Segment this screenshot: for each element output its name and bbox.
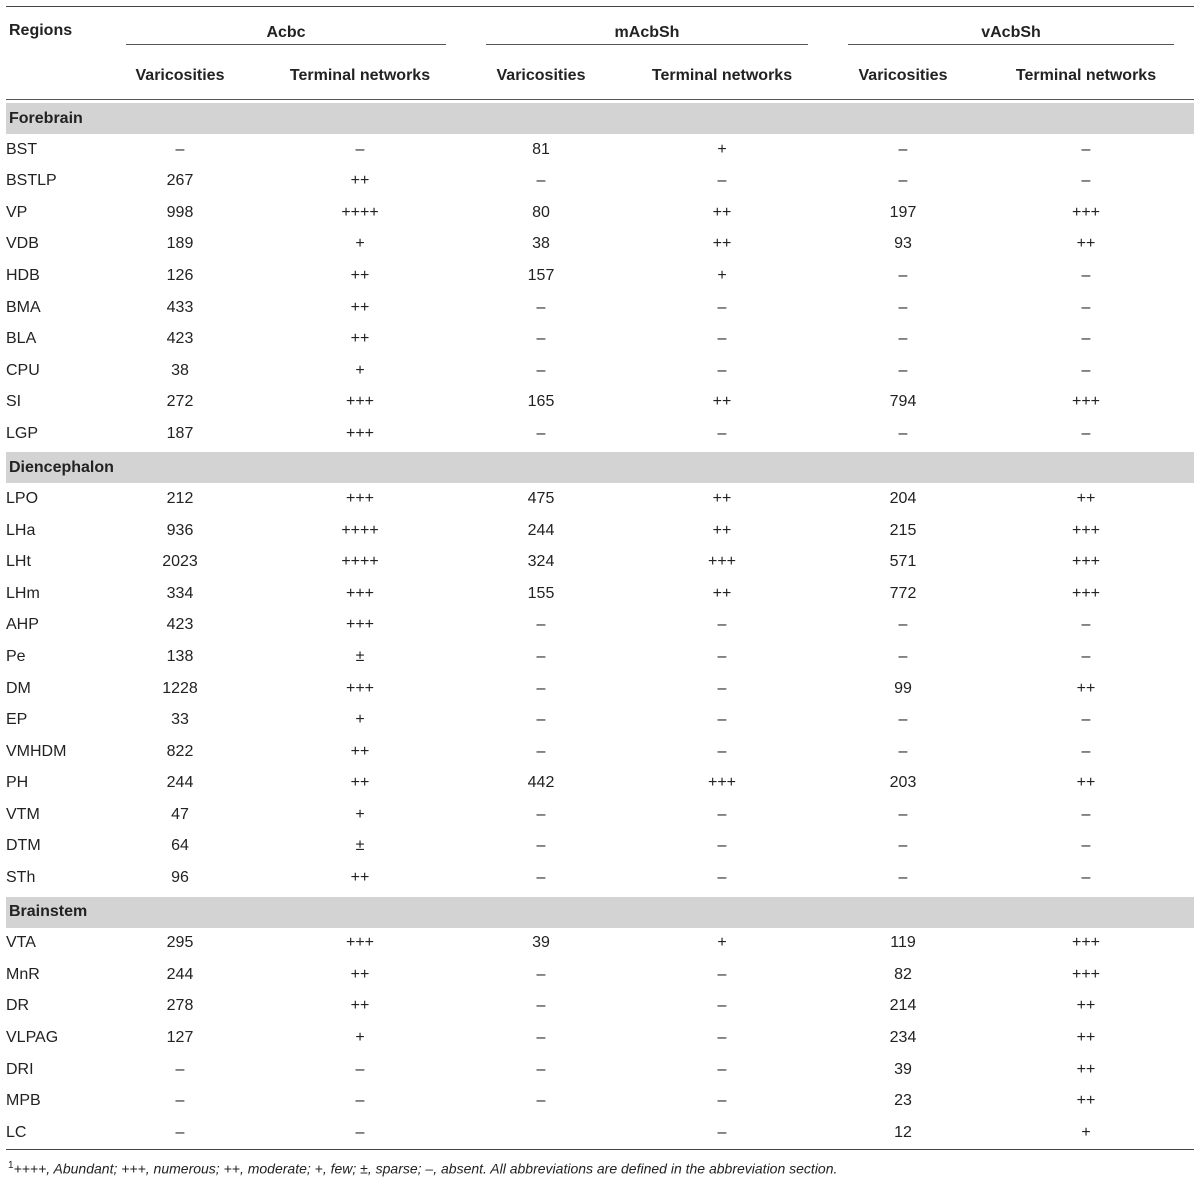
varicosities-cell: – [175,1123,185,1141]
terminal-networks-cell: ++ [350,330,370,348]
table-row [6,134,1194,166]
region-name-cell: VDB [6,235,39,253]
table-row [6,704,1194,736]
table-row [6,991,1194,1023]
terminal-networks-cell: – [717,172,727,190]
subheader-varicosities: Varicosities [858,67,948,84]
region-name-cell: STh [6,868,36,886]
varicosities-cell: 155 [527,584,555,602]
varicosities-cell: 80 [532,203,550,221]
region-name-cell: MPB [6,1092,41,1110]
terminal-networks-cell: ++ [350,266,370,284]
terminal-networks-cell: – [1081,266,1091,284]
subheader-varicosities: Varicosities [496,67,586,84]
region-name-cell: BST [6,140,38,158]
varicosities-cell: 772 [889,584,917,602]
regions-header: Regions [9,22,73,39]
varicosities-cell: – [536,647,546,665]
varicosities-cell: – [536,711,546,729]
region-name-cell: VLPAG [6,1028,59,1046]
varicosities-cell: – [536,361,546,379]
terminal-networks-cell: ++ [712,235,732,253]
varicosities-cell: 203 [889,774,917,792]
varicosities-cell: 244 [166,774,194,792]
varicosities-cell: 324 [527,553,555,571]
varicosities-cell: 204 [889,490,917,508]
terminal-networks-cell: +++ [1071,203,1101,221]
subheader-terminal-networks: Terminal networks [1015,67,1157,84]
terminal-networks-cell: – [717,361,727,379]
terminal-networks-cell: +++ [345,490,375,508]
table-row [6,1117,1194,1149]
varicosities-cell: 1228 [162,679,198,697]
terminal-networks-cell: ++ [350,868,370,886]
varicosities-cell: – [175,1060,185,1078]
terminal-networks-cell: +++ [707,553,737,571]
table-row [6,830,1194,862]
terminal-networks-cell: + [355,805,365,823]
terminal-networks-cell: – [1081,330,1091,348]
table-row [6,323,1194,355]
terminal-networks-cell: ++ [712,203,732,221]
table-row [6,260,1194,292]
varicosities-cell: – [536,424,546,442]
terminal-networks-cell: +++ [345,393,375,411]
varicosities-cell: – [536,1060,546,1078]
region-name-cell: SI [6,393,22,411]
terminal-networks-cell: – [1081,424,1091,442]
group-header-acbc: Acbc [106,6,466,54]
varicosities-cell: – [175,140,185,158]
varicosities-cell: – [536,805,546,823]
varicosities-cell: 423 [166,616,194,634]
terminal-networks-cell: – [355,1092,365,1110]
region-name-cell: LPO [6,490,39,508]
data-table [6,6,1194,1148]
varicosities-cell: – [536,837,546,855]
section-title: Forebrain [6,103,1194,134]
varicosities-cell: – [898,837,908,855]
terminal-networks-cell: ++ [1076,235,1096,253]
varicosities-cell: 96 [171,868,189,886]
terminal-networks-cell: + [355,235,365,253]
terminal-networks-cell: + [717,140,727,158]
subheader-terminal-networks: Terminal networks [289,67,431,84]
varicosities-cell: 267 [166,172,194,190]
terminal-networks-cell: +++ [1071,553,1101,571]
terminal-networks-cell: – [717,647,727,665]
terminal-networks-cell: – [717,965,727,983]
region-name-cell: LGP [6,424,39,442]
terminal-networks-cell: – [717,805,727,823]
terminal-networks-cell: – [355,1123,365,1141]
varicosities-cell: – [175,1092,185,1110]
terminal-networks-cell: + [355,1028,365,1046]
terminal-networks-cell: ++ [712,584,732,602]
varicosities-cell: 187 [166,424,194,442]
varicosities-cell: – [536,679,546,697]
region-name-cell: VTA [6,934,36,952]
varicosities-cell: – [536,330,546,348]
terminal-networks-cell: ++ [350,774,370,792]
varicosities-cell: 423 [166,330,194,348]
terminal-networks-cell: ++++ [341,203,379,221]
varicosities-cell: 998 [166,203,194,221]
terminal-networks-cell: – [717,679,727,697]
varicosities-cell: 214 [889,997,917,1015]
varicosities-cell: – [536,298,546,316]
terminal-networks-cell: +++ [1071,521,1101,539]
terminal-networks-cell: – [1081,837,1091,855]
terminal-networks-cell: ++ [350,172,370,190]
terminal-networks-cell: ++ [712,490,732,508]
group-header-macbsh: mAcbSh [466,6,828,54]
varicosities-cell: 295 [166,934,194,952]
terminal-networks-cell: ++ [350,997,370,1015]
region-name-cell: BLA [6,330,37,348]
group-header-vacbsh: vAcbSh [828,6,1194,54]
region-name-cell: CPU [6,361,40,379]
varicosities-cell: 936 [166,521,194,539]
varicosities-cell: 244 [166,965,194,983]
terminal-networks-cell: ++ [350,742,370,760]
terminal-networks-cell: ++ [712,393,732,411]
varicosities-cell: 244 [527,521,555,539]
varicosities-cell: – [536,616,546,634]
table-row [6,799,1194,831]
table-row [6,229,1194,261]
terminal-networks-cell: +++ [1071,965,1101,983]
terminal-networks-cell: ++ [1076,1060,1096,1078]
varicosities-cell: – [898,172,908,190]
terminal-networks-cell: + [1081,1123,1091,1141]
varicosities-cell: – [536,742,546,760]
terminal-networks-cell: – [1081,647,1091,665]
table-row [6,767,1194,799]
varicosities-cell: – [536,1028,546,1046]
terminal-networks-cell: – [355,1060,365,1078]
terminal-networks-cell: – [717,1060,727,1078]
varicosities-cell: 442 [527,774,555,792]
varicosities-cell: 81 [532,140,550,158]
varicosities-cell: – [898,140,908,158]
terminal-networks-cell: +++ [707,774,737,792]
terminal-networks-cell: + [355,711,365,729]
varicosities-cell: 39 [532,934,550,952]
terminal-networks-cell: – [717,837,727,855]
varicosities-cell: 64 [171,837,189,855]
varicosities-cell: 571 [889,553,917,571]
region-name-cell: HDB [6,266,40,284]
terminal-networks-cell: – [1081,616,1091,634]
varicosities-cell: – [536,965,546,983]
terminal-networks-cell: ± [355,647,365,665]
table-row [6,166,1194,198]
varicosities-cell: 234 [889,1028,917,1046]
varicosities-cell: 127 [166,1028,194,1046]
varicosities-cell: – [898,647,908,665]
terminal-networks-cell: ++++ [341,553,379,571]
terminal-networks-cell: ++ [1076,774,1096,792]
varicosities-cell: 215 [889,521,917,539]
region-name-cell: PH [6,774,29,792]
terminal-networks-cell: – [717,742,727,760]
footnote-marker: 1 [8,1160,14,1171]
varicosities-cell: – [536,997,546,1015]
varicosities-cell: 794 [889,393,917,411]
terminal-networks-cell: – [1081,805,1091,823]
section-title: Brainstem [6,897,1194,928]
varicosities-cell: – [536,172,546,190]
terminal-networks-cell: +++ [1071,934,1101,952]
varicosities-cell: 99 [894,679,912,697]
table-row [6,959,1194,991]
section-header-row [6,452,1194,483]
terminal-networks-cell: – [717,616,727,634]
varicosities-cell: – [536,868,546,886]
table-row [6,197,1194,229]
region-name-cell: LHa [6,521,36,539]
table-row [6,578,1194,610]
varicosities-cell: 47 [171,805,189,823]
table-row [6,928,1194,960]
terminal-networks-cell: + [355,361,365,379]
varicosities-cell: 197 [889,203,917,221]
table-row [6,641,1194,673]
table-row [6,515,1194,547]
varicosities-cell: 23 [894,1092,912,1110]
terminal-networks-cell: + [717,266,727,284]
terminal-networks-cell: – [717,330,727,348]
terminal-networks-cell: – [1081,298,1091,316]
terminal-networks-cell: ++ [1076,1028,1096,1046]
region-name-cell: BSTLP [6,172,57,190]
region-name-cell: LC [6,1123,27,1141]
region-name-cell: DTM [6,837,41,855]
terminal-networks-cell: ++ [1076,997,1096,1015]
varicosities-cell: – [898,330,908,348]
varicosities-cell: 334 [166,584,194,602]
varicosities-cell: 189 [166,235,194,253]
region-name-cell: VP [6,203,28,221]
table-bottom-rule [6,1149,1194,1150]
varicosities-cell: 165 [527,393,555,411]
table-row [6,547,1194,579]
section-title: Diencephalon [6,452,1194,483]
varicosities-cell: 39 [894,1060,912,1078]
table-row [6,736,1194,768]
terminal-networks-cell: +++ [345,584,375,602]
table-row [6,1022,1194,1054]
varicosities-cell: 138 [166,647,194,665]
footnote-text: ++++, Abundant; +++, numerous; ++, moderate; +, few; ±, sparse; –, absent. All abbreviations are defined in the abbreviation section. [13,1160,838,1177]
terminal-networks-cell: – [1081,868,1091,886]
varicosities-cell: – [898,266,908,284]
terminal-networks-cell: ++ [1076,490,1096,508]
varicosities-cell: 12 [894,1123,912,1141]
varicosities-cell: – [898,361,908,379]
terminal-networks-cell: – [717,997,727,1015]
terminal-networks-cell: – [1081,172,1091,190]
region-name-cell: VMHDM [6,742,67,760]
section-header-row [6,103,1194,134]
terminal-networks-cell: – [355,140,365,158]
region-name-cell: DR [6,997,30,1015]
terminal-networks-cell: ++++ [341,521,379,539]
terminal-networks-cell: – [717,1092,727,1110]
varicosities-cell: 278 [166,997,194,1015]
terminal-networks-cell: – [717,1028,727,1046]
terminal-networks-cell: – [717,1123,727,1141]
varicosities-cell: 82 [894,965,912,983]
terminal-networks-cell: +++ [345,616,375,634]
subheader-varicosities: Varicosities [135,67,225,84]
varicosities-cell: 272 [166,393,194,411]
terminal-networks-cell: ++ [712,521,732,539]
terminal-networks-cell: ± [355,837,365,855]
varicosities-cell: – [898,424,908,442]
region-name-cell: BMA [6,298,41,316]
terminal-networks-cell: +++ [1071,584,1101,602]
varicosities-cell: – [898,868,908,886]
varicosities-cell: 33 [171,711,189,729]
varicosities-cell: – [898,616,908,634]
varicosities-cell: – [536,1092,546,1110]
varicosities-cell [466,1117,616,1149]
varicosities-cell: 433 [166,298,194,316]
terminal-networks-cell: ++ [350,965,370,983]
terminal-networks-cell: + [717,934,727,952]
varicosities-cell: 475 [527,490,555,508]
terminal-networks-cell: – [1081,140,1091,158]
terminal-networks-cell: +++ [345,679,375,697]
table-row [6,355,1194,387]
varicosities-cell: 119 [890,934,916,952]
region-name-cell: Pe [6,647,26,665]
subheader-terminal-networks: Terminal networks [651,67,793,84]
terminal-networks-cell: – [717,711,727,729]
terminal-networks-cell: – [717,424,727,442]
terminal-networks-cell: ++ [1076,679,1096,697]
region-name-cell: VTM [6,805,40,823]
varicosities-cell: 212 [166,490,194,508]
varicosities-cell: – [898,805,908,823]
terminal-networks-cell: +++ [345,424,375,442]
terminal-networks-cell: ++ [1076,1092,1096,1110]
terminal-networks-cell: – [717,298,727,316]
region-name-cell: LHt [6,553,31,571]
varicosities-cell: 93 [894,235,912,253]
footnote [8,1160,837,1177]
terminal-networks-cell: – [1081,742,1091,760]
varicosities-cell: 38 [171,361,189,379]
table-body [6,100,1194,1149]
table-row [6,386,1194,418]
varicosities-cell: 2023 [162,553,198,571]
terminal-networks-cell: – [1081,711,1091,729]
varicosities-cell: 822 [166,742,194,760]
region-name-cell: DM [6,679,31,697]
terminal-networks-cell: ++ [350,298,370,316]
table-row [6,292,1194,324]
table-row [6,483,1194,515]
region-name-cell: EP [6,711,28,729]
table-row [6,1085,1194,1117]
region-name-cell: AHP [6,616,39,634]
table-row [6,862,1194,894]
table-row [6,1054,1194,1086]
varicosities-cell: – [898,711,908,729]
varicosities-cell: 126 [166,266,194,284]
terminal-networks-cell: – [1081,361,1091,379]
varicosities-cell: – [898,298,908,316]
region-name-cell: LHm [6,584,40,602]
terminal-networks-cell: +++ [1071,393,1101,411]
terminal-networks-cell: – [717,868,727,886]
terminal-networks-cell: +++ [345,934,375,952]
region-name-cell: MnR [6,965,40,983]
table-row [6,610,1194,642]
section-header-row [6,897,1194,928]
table-row [6,418,1194,450]
table-row [6,673,1194,705]
varicosities-cell: 38 [532,235,550,253]
region-name-cell: DRI [6,1060,34,1078]
varicosities-cell: – [898,742,908,760]
varicosities-cell: 157 [527,266,555,284]
